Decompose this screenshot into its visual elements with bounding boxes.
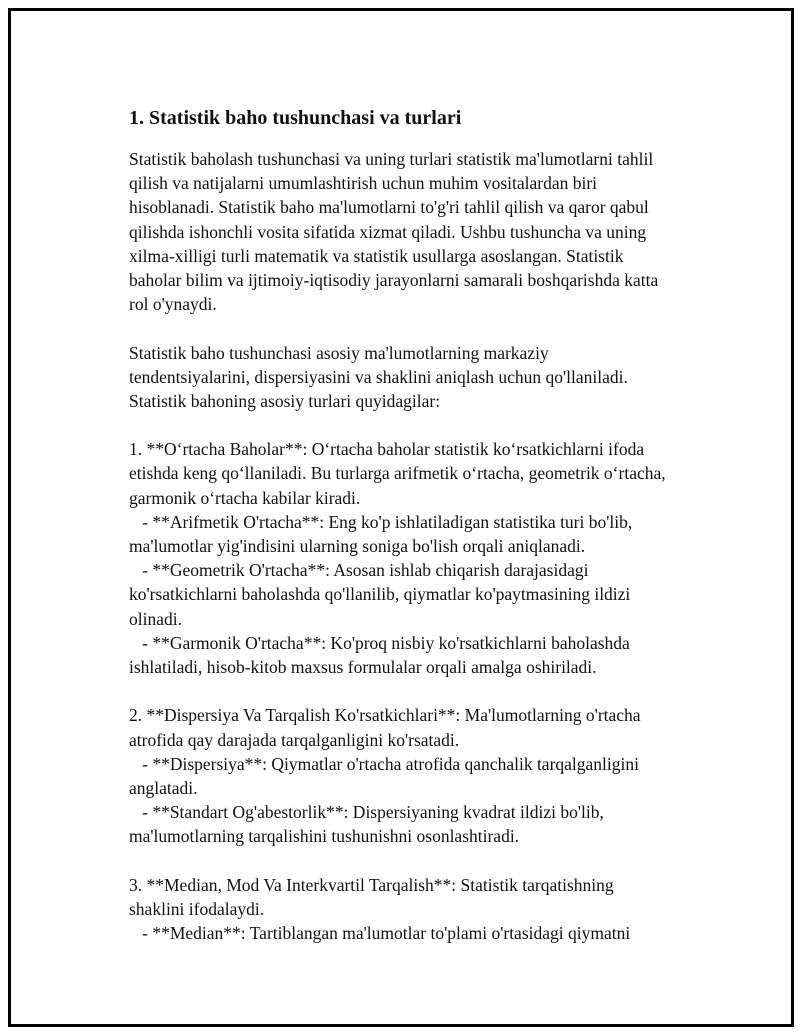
text-line: Statistik baholash tushunchasi va uning turlari statistik ma'lumotlarni tahlil xyxy=(129,149,654,169)
text-line: Statistik bahoning asosiy turlari quyidagilar: xyxy=(129,390,441,411)
text-line: - **Dispersiya**: Qiymatlar o'rtacha atrofida qanchalik tarqalganligini xyxy=(129,753,639,774)
text-line: shaklini ifodalaydi. xyxy=(129,898,265,919)
text-line: qilish va natijalarni umumlashtirish uchun muhim vositalardan biri xyxy=(129,173,598,194)
paragraph-intro xyxy=(129,147,719,316)
text-line: olinadi. xyxy=(129,608,182,629)
text-line: baholar bilim va ijtimoiy-iqtisodiy jarayonlarni samarali boshqarishda katta xyxy=(129,269,659,290)
document-content xyxy=(129,106,719,945)
text-line: etishda keng qo‘llaniladi. Bu turlarga arifmetik o‘rtacha, geometrik o‘rtacha, xyxy=(129,463,666,484)
text-line: - **Arifmetik O'rtacha**: Eng ko'p ishlatiladigan statistika turi bo'lib, xyxy=(129,511,633,532)
text-line: - **Standart Og'abestorlik**: Dispersiyaning kvadrat ildizi bo'lib, xyxy=(129,802,604,823)
text-line: qilishda ishonchli vosita sifatida xizmat qiladi. Ushbu tushuncha va uning xyxy=(129,221,647,242)
paragraph-spacer xyxy=(129,316,719,340)
text-line: ko'rsatkichlarni baholashda qo'llanilib, qiymatlar ko'paytmasining ildizi xyxy=(129,584,631,605)
section-heading: 1. Statistik baho tushunchasi va turlari xyxy=(129,107,462,129)
text-line: tendentsiyalarini, dispersiyasini va shaklini aniqlash uchun qo'llaniladi. xyxy=(129,366,628,387)
list-item-averages xyxy=(129,437,719,679)
paragraph-spacer xyxy=(129,679,719,703)
list-item-median xyxy=(129,873,719,946)
text-line: 3. **Median, Mod Va Interkvartil Tarqalish**: Statistik tarqatishning xyxy=(129,874,614,895)
text-line: ma'lumotlar yig'indisini ularning soniga bo'lish orqali aniqlanadi. xyxy=(129,536,586,556)
text-line: atrofida qay darajada tarqalganligini ko'rsatadi. xyxy=(129,729,460,750)
page-frame xyxy=(8,8,794,1027)
text-line: Statistik baho tushunchasi asosiy ma'lumotlarning markaziy xyxy=(129,342,549,363)
text-line: 1. **O‘rtacha Baholar**: O‘rtacha baholar statistik ko‘rsatkichlarni ifoda xyxy=(129,439,645,460)
paragraph-types-intro xyxy=(129,341,719,414)
text-line: xilma-xilligi turli matematik va statistik usullarga asoslangan. Statistik xyxy=(129,245,624,266)
text-line: - **Geometrik O'rtacha**: Asosan ishlab chiqarish darajasidagi xyxy=(129,560,589,581)
text-line: - **Garmonik O'rtacha**: Ko'proq nisbiy ko'rsatkichlarni baholashda xyxy=(129,632,630,653)
text-line: - **Median**: Tartiblangan ma'lumotlar to'plami o'rtasidagi qiymatni xyxy=(129,923,631,943)
text-line: rol o'ynaydi. xyxy=(129,294,217,315)
text-line: hisoblanadi. Statistik baho ma'lumotlarni to'g'ri tahlil qilish va qaror qabul xyxy=(129,197,649,218)
text-line: anglatadi. xyxy=(129,777,198,798)
paragraph-spacer xyxy=(129,848,719,872)
text-line: ma'lumotlarning tarqalishini tushunishni osonlashtiradi. xyxy=(129,826,520,847)
list-item-dispersion xyxy=(129,703,719,848)
text-line: 2. **Dispersiya Va Tarqalish Ko'rsatkichlari**: Ma'lumotlarning o'rtacha xyxy=(129,705,641,726)
text-line: ishlatiladi, hisob-kitob maxsus formulalar orqali amalga oshiriladi. xyxy=(129,656,597,677)
paragraph-spacer xyxy=(129,413,719,437)
text-line: garmonik o‘rtacha kabilar kiradi. xyxy=(129,487,361,508)
